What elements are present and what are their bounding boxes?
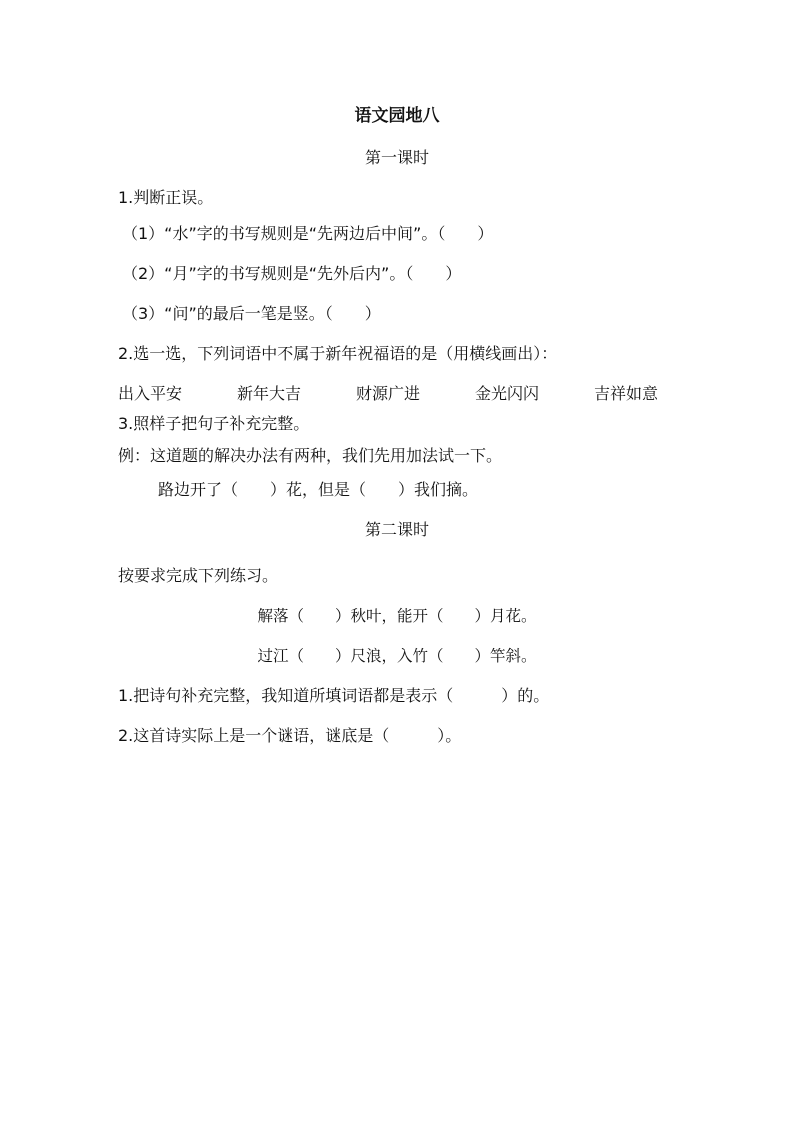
lesson2-question-1: 1.把诗句补充完整，我知道所填词语都是表示（ ）的。 bbox=[118, 686, 550, 705]
q3-example: 例：这道题的解决办法有两种，我们先用加法试一下。 bbox=[118, 446, 503, 465]
q1-prompt: 1.判断正误。 bbox=[118, 188, 214, 207]
poem-line-2: 过江（ ）尺浪，入竹（ ）竿斜。 bbox=[257, 647, 537, 665]
q2-word-list bbox=[118, 384, 658, 404]
lesson1-heading: 第一课时 bbox=[364, 148, 429, 167]
q2-word: 金光闪闪 bbox=[474, 384, 539, 403]
q2-prompt: 2.选一选，下列词语中不属于新年祝福语的是（用横线画出）： bbox=[118, 344, 558, 363]
q1-item-2: （2）“月”字的书写规则是“先外后内”。（ ） bbox=[122, 264, 462, 283]
poem-line-1: 解落（ ）秋叶，能开（ ）月花。 bbox=[257, 607, 537, 625]
lesson2-question-2: 2.这首诗实际上是一个谜语，谜底是（ ）。 bbox=[118, 726, 462, 745]
q3-sentence: 路边开了（ ）花，但是（ ）我们摘。 bbox=[158, 480, 479, 499]
q1-item-1: （1）“水”字的书写规则是“先两边后中间”。（ ） bbox=[122, 224, 494, 243]
q2-word: 出入平安 bbox=[118, 384, 183, 403]
q2-word: 吉祥如意 bbox=[593, 384, 658, 403]
q2-word: 财源广进 bbox=[355, 384, 420, 403]
lesson2-instruction: 按要求完成下列练习。 bbox=[118, 566, 279, 585]
q3-prompt: 3.照样子把句子补充完整。 bbox=[118, 414, 310, 433]
q1-item-3: （3）“问”的最后一笔是竖。（ ） bbox=[122, 304, 381, 323]
page-title: 语文园地八 bbox=[354, 106, 440, 126]
q2-word: 新年大吉 bbox=[236, 384, 301, 403]
lesson2-heading: 第二课时 bbox=[364, 520, 429, 539]
